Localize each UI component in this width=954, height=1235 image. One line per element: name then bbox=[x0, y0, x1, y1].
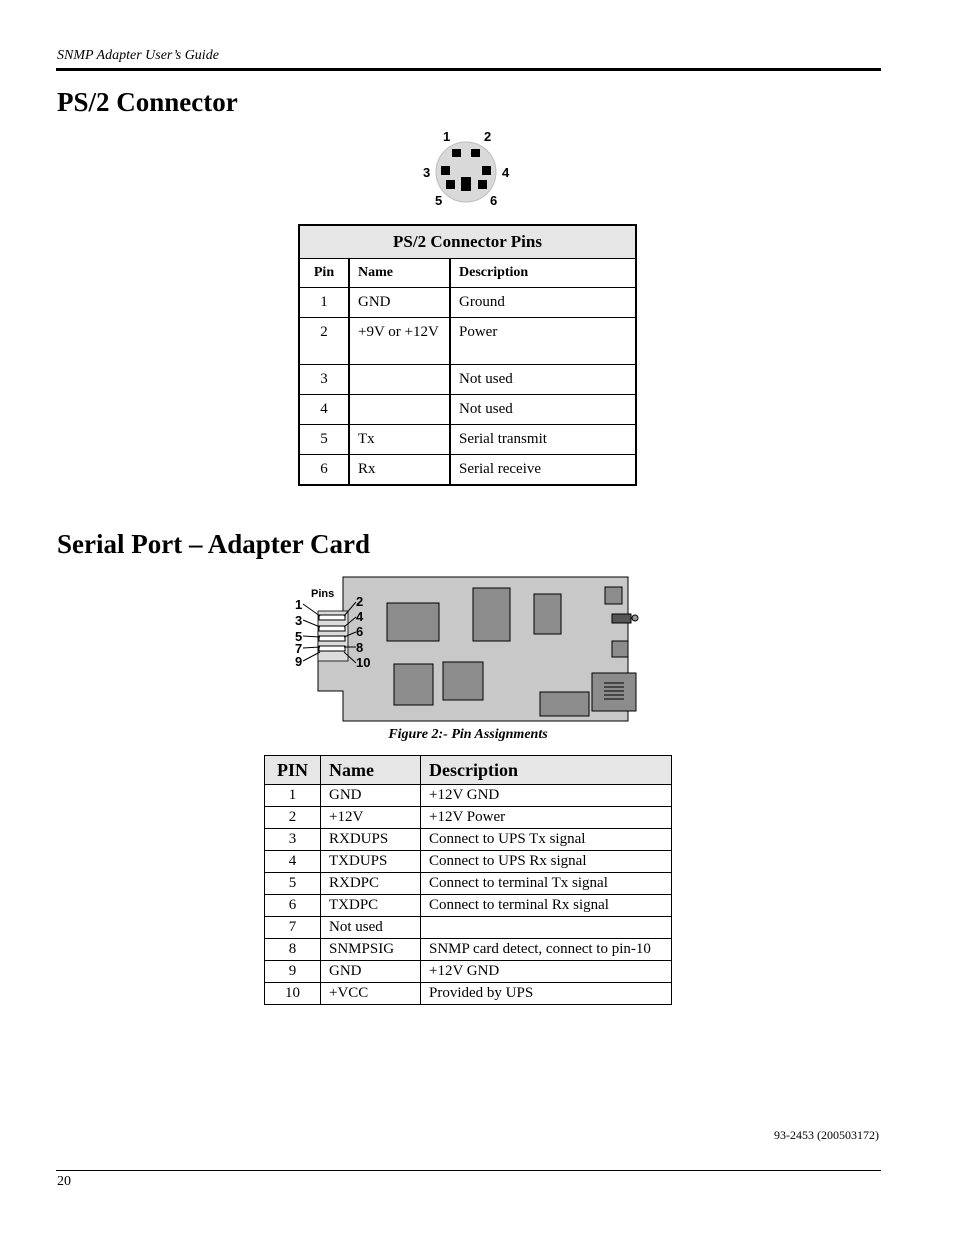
name-cell: +9V or +12V bbox=[349, 318, 450, 365]
ps2-pins-table bbox=[298, 224, 637, 486]
table-row bbox=[265, 829, 672, 851]
description-cell: Connect to terminal Rx signal bbox=[421, 895, 672, 917]
card-pin-label: 3 bbox=[295, 613, 303, 628]
serial-section-title: Serial Port – Adapter Card bbox=[57, 529, 370, 559]
description-cell bbox=[421, 917, 672, 939]
table-row bbox=[265, 939, 672, 961]
table-row bbox=[299, 365, 636, 395]
name-cell bbox=[349, 395, 450, 425]
card-pin-label: 4 bbox=[356, 609, 364, 624]
description-cell: Connect to UPS Rx signal bbox=[421, 851, 672, 873]
table-row bbox=[299, 455, 636, 486]
figure-caption: Figure 2:- Pin Assignments bbox=[388, 727, 548, 742]
table-row bbox=[265, 983, 672, 1005]
name-cell: SNMPSIG bbox=[321, 939, 421, 961]
led-tip bbox=[632, 615, 638, 621]
table-row bbox=[299, 425, 636, 455]
page-number: 20 bbox=[57, 1174, 71, 1189]
pin-hole bbox=[452, 149, 461, 157]
description-cell: Serial receive bbox=[450, 455, 636, 486]
table-row bbox=[265, 917, 672, 939]
chip bbox=[394, 664, 433, 705]
pin-hole bbox=[471, 149, 480, 157]
pin-hole bbox=[441, 166, 450, 175]
chip bbox=[540, 692, 589, 716]
ps2-table-caption: PS/2 Connector Pins bbox=[299, 225, 636, 259]
description-cell: Provided by UPS bbox=[421, 983, 672, 1005]
pin-cell: 6 bbox=[265, 895, 321, 917]
card-pin-label: 8 bbox=[356, 640, 364, 655]
ps2-pin-label: 5 bbox=[435, 193, 443, 208]
description-cell: Serial transmit bbox=[450, 425, 636, 455]
card-pin-label: 10 bbox=[356, 655, 371, 670]
pin-cell: 4 bbox=[265, 851, 321, 873]
pins-label: Pins bbox=[311, 588, 335, 600]
table-row bbox=[265, 895, 672, 917]
name-cell: +12V bbox=[321, 807, 421, 829]
table-row bbox=[265, 851, 672, 873]
description-cell: Not used bbox=[450, 365, 636, 395]
pin-cell: 3 bbox=[299, 365, 349, 395]
serial-header-name: Name bbox=[321, 756, 421, 785]
card-pin-label: 6 bbox=[356, 624, 364, 639]
name-cell: RXDPC bbox=[321, 873, 421, 895]
component bbox=[605, 587, 622, 604]
ps2-pin-label: 1 bbox=[443, 129, 451, 144]
ps2-pin-label: 4 bbox=[502, 165, 510, 180]
footer-rule bbox=[56, 1170, 881, 1171]
pin-cell: 5 bbox=[299, 425, 349, 455]
key-slot bbox=[461, 177, 471, 191]
name-cell: TXDPC bbox=[321, 895, 421, 917]
pin-cell: 8 bbox=[265, 939, 321, 961]
pin-cell: 4 bbox=[299, 395, 349, 425]
name-cell: GND bbox=[349, 288, 450, 318]
ps2-header-pin: Pin bbox=[299, 259, 349, 288]
pin-cell: 7 bbox=[265, 917, 321, 939]
name-cell: +VCC bbox=[321, 983, 421, 1005]
pin-cell: 9 bbox=[265, 961, 321, 983]
pin-cell: 6 bbox=[299, 455, 349, 486]
pin-cell: 3 bbox=[265, 829, 321, 851]
ps2-section-title: PS/2 Connector bbox=[57, 87, 238, 117]
table-row bbox=[265, 807, 672, 829]
led bbox=[612, 614, 631, 623]
name-cell: Rx bbox=[349, 455, 450, 486]
card-pin-label: 1 bbox=[295, 597, 303, 612]
rj-connector bbox=[592, 673, 636, 711]
pin-cell: 1 bbox=[265, 785, 321, 807]
card-pin-label: 7 bbox=[295, 641, 303, 656]
description-cell: +12V GND bbox=[421, 961, 672, 983]
pin-hole bbox=[446, 180, 455, 189]
description-cell: SNMP card detect, connect to pin-10 bbox=[421, 939, 672, 961]
description-cell: Not used bbox=[450, 395, 636, 425]
ps2-pin-label: 6 bbox=[490, 193, 498, 208]
table-row bbox=[299, 395, 636, 425]
pin-hole bbox=[482, 166, 491, 175]
ps2-pin-label: 2 bbox=[484, 129, 492, 144]
ps2-connector-diagram bbox=[418, 126, 518, 210]
name-cell: Not used bbox=[321, 917, 421, 939]
chip bbox=[534, 594, 561, 634]
serial-pins-table bbox=[264, 755, 672, 1005]
pin-hole bbox=[478, 180, 487, 189]
description-cell: Connect to UPS Tx signal bbox=[421, 829, 672, 851]
adapter-card-diagram bbox=[290, 575, 642, 725]
pin-cell: 1 bbox=[299, 288, 349, 318]
description-cell: Power bbox=[450, 318, 636, 365]
name-cell bbox=[349, 365, 450, 395]
card-pin-label: 2 bbox=[356, 594, 364, 609]
chip bbox=[443, 662, 483, 700]
pin-cell: 5 bbox=[265, 873, 321, 895]
ps2-header-name: Name bbox=[349, 259, 450, 288]
pin-cell: 10 bbox=[265, 983, 321, 1005]
table-row bbox=[299, 288, 636, 318]
table-row bbox=[299, 318, 636, 365]
name-cell: GND bbox=[321, 785, 421, 807]
component bbox=[612, 641, 628, 657]
description-cell: Ground bbox=[450, 288, 636, 318]
card-pin-label: 9 bbox=[295, 654, 303, 669]
pin-cell: 2 bbox=[299, 318, 349, 365]
ps2-header-description: Description bbox=[450, 259, 636, 288]
serial-header-description: Description bbox=[421, 756, 672, 785]
name-cell: RXDUPS bbox=[321, 829, 421, 851]
ps2-pin-label: 3 bbox=[423, 165, 431, 180]
name-cell: GND bbox=[321, 961, 421, 983]
running-header: SNMP Adapter User’s Guide bbox=[57, 48, 219, 63]
description-cell: Connect to terminal Tx signal bbox=[421, 873, 672, 895]
description-cell: +12V GND bbox=[421, 785, 672, 807]
name-cell: Tx bbox=[349, 425, 450, 455]
header-rule bbox=[56, 68, 881, 71]
table-row bbox=[265, 873, 672, 895]
description-cell: +12V Power bbox=[421, 807, 672, 829]
name-cell: TXDUPS bbox=[321, 851, 421, 873]
pin-cell: 2 bbox=[265, 807, 321, 829]
table-row bbox=[265, 961, 672, 983]
table-row bbox=[265, 785, 672, 807]
serial-header-pin: PIN bbox=[265, 756, 321, 785]
document-number: 93-2453 (200503172) bbox=[774, 1128, 879, 1142]
chip bbox=[473, 588, 510, 641]
chip bbox=[387, 603, 439, 641]
card-pin-label: 5 bbox=[295, 629, 303, 644]
